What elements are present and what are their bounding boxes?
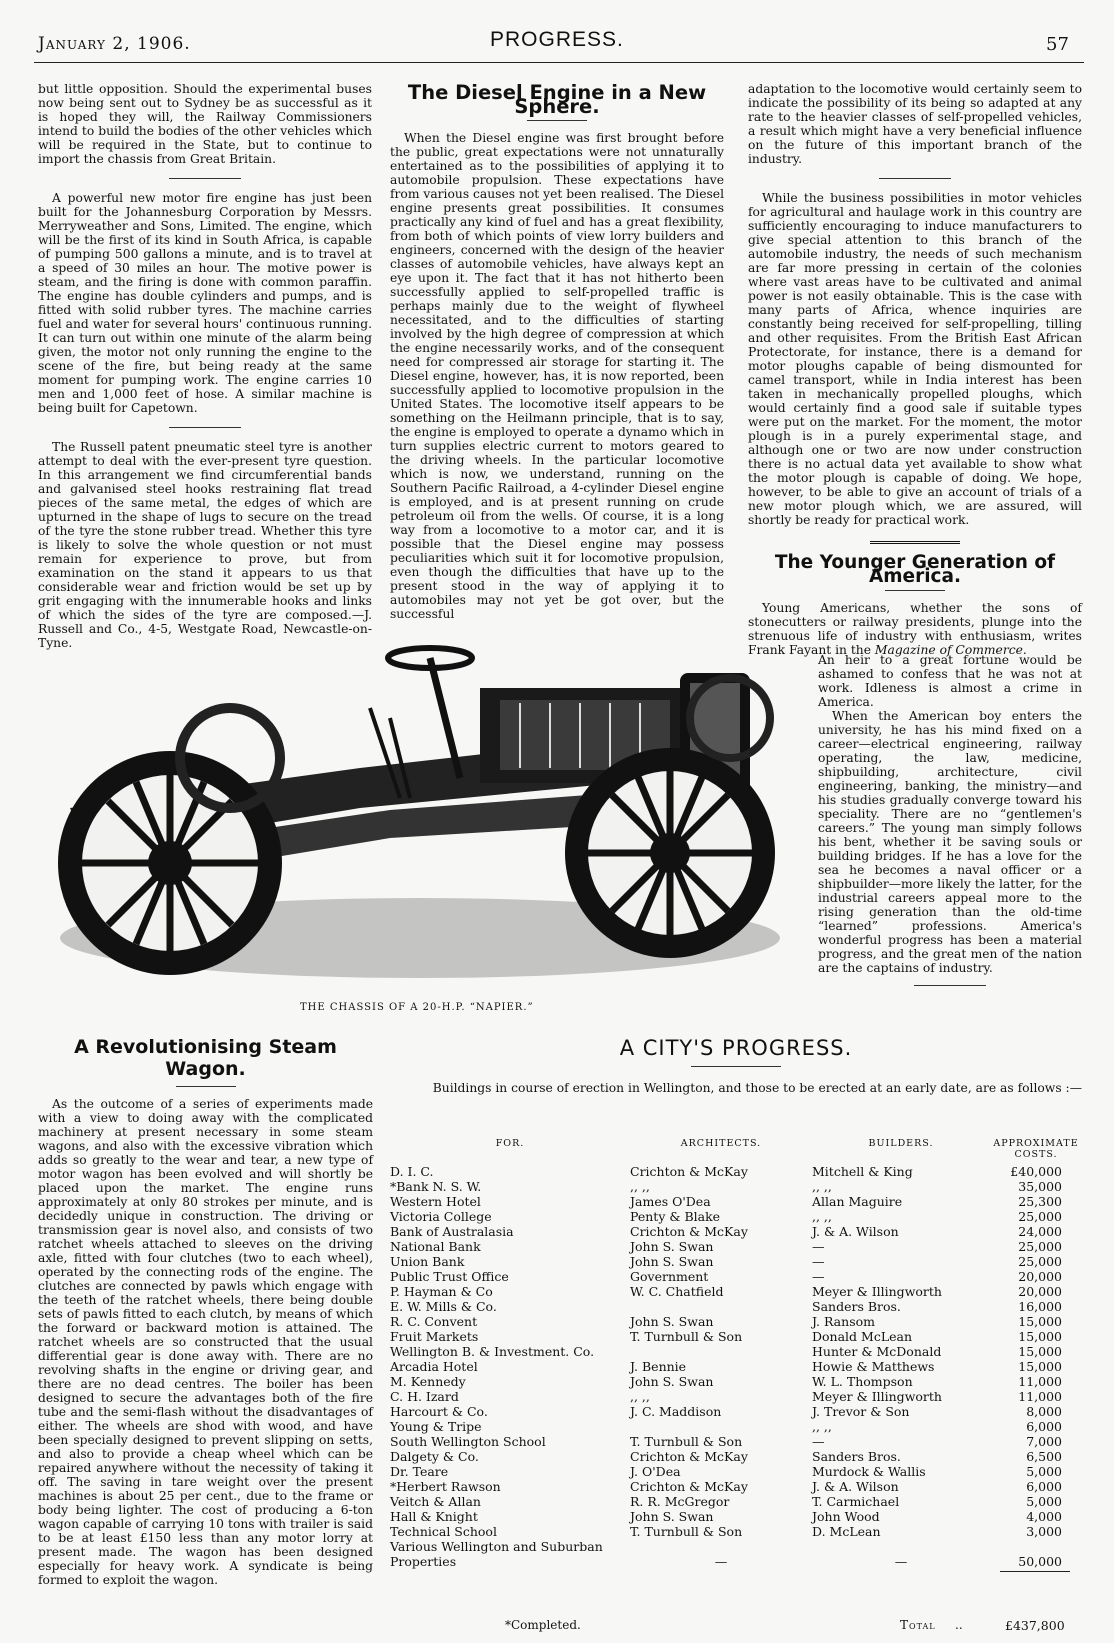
cell-arch: ,, ,, (630, 1389, 650, 1404)
cell-for: P. Hayman & Co (390, 1284, 493, 1299)
header-architects: ARCHITECTS. (680, 1138, 762, 1149)
table-row (390, 1389, 1082, 1404)
cell-arch: John S. Swan (630, 1239, 714, 1254)
page-number: 57 (1046, 34, 1069, 55)
cell-arch (630, 1419, 812, 1434)
cell-for: M. Kennedy (390, 1374, 466, 1389)
column-1 (38, 82, 372, 650)
table-row (390, 1254, 1082, 1269)
cell-cost: 15,000 (1018, 1344, 1062, 1359)
table-row-various (390, 1539, 1082, 1569)
cell-for: E. W. Mills & Co. (390, 1299, 497, 1314)
cell-arch (630, 1299, 812, 1314)
table-row (390, 1269, 1082, 1284)
cell-build: Hunter & McDonald (812, 1344, 942, 1359)
cell-cost: 6,000 (1026, 1479, 1062, 1494)
cell-arch: J. O'Dea (630, 1464, 681, 1479)
col3-paragraph-2: While the business possibilities in motor vehicles for agricultural and haulage work in this country are sufficiently encouraging to induce manufacturers to give special attention to this branch of the automobile industry, the needs of such mechanism are far more pressing in certain of the colonies where vast areas have to be cultivated and animal power is not easily obtainable. This is the case with many parts of Africa, whence inquiries are constantly being received for self-propelling, tilling and other requisites. From the British East African Protectorate, for instance, there is a demand for motor ploughs capable of being dismounted for camel transport, while in India interest has been taken in mechanically propelled ploughs, which would certainly find a good sale if suitable types were put on the market. For the moment, the motor plough is in a purely experimental stage, and although one or two are now under construction there is no actual data yet available to show what the motor plough is capable of doing. We hope, however, to be able to give an account of trials of a new motor plough which, we are assured, will shortly be ready for practical work. (748, 191, 1082, 527)
cell-build: J. & A. Wilson (812, 1224, 899, 1239)
cell-cost: 7,000 (1026, 1434, 1062, 1449)
cell-build: Donald McLean (812, 1329, 913, 1344)
cell-for: *Herbert Rawson (390, 1479, 501, 1494)
cell-build: — (894, 1554, 908, 1569)
cell-cost: 35,000 (1018, 1179, 1062, 1194)
header-builders: BUILDERS. (868, 1138, 934, 1149)
total-label: Total (900, 1618, 936, 1632)
city-intro: Buildings in course of erection in Wellington, and those to be erected at an early date, are as follows :— (432, 1081, 1082, 1095)
cell-build: J. Trevor & Son (812, 1404, 910, 1419)
buildings-table-wrap (390, 1138, 1082, 1572)
cell-for: Arcadia Hotel (390, 1359, 478, 1374)
table-row (390, 1479, 1082, 1494)
cell-arch: Government (630, 1269, 709, 1284)
title-rule (527, 120, 587, 121)
cell-build: — (812, 1239, 825, 1254)
table-body (390, 1164, 1082, 1539)
column-2 (390, 81, 725, 621)
cell-arch: Penty & Blake (630, 1209, 721, 1224)
cell-build: Murdock & Wallis (812, 1464, 926, 1479)
total-rule (1000, 1571, 1070, 1572)
issue-date: January 2, 1906. (38, 34, 191, 54)
title-rule (691, 1066, 781, 1067)
table-row (390, 1524, 1082, 1539)
table-row (390, 1464, 1082, 1479)
table-row (390, 1494, 1082, 1509)
cell-for: Hall & Knight (390, 1509, 478, 1524)
col3-p3-start: Young Americans, whether the sons of stonecutters or railway presidents, plunge into the strenuous life of industry with enthusiasm, writes Frank Fayant in the (748, 601, 1082, 657)
cell-cost: 20,000 (1018, 1269, 1062, 1284)
cell-arch: W. C. Chatfield (630, 1284, 724, 1299)
cell-build: Meyer & Illingworth (812, 1284, 942, 1299)
cell-for: Dr. Teare (390, 1464, 449, 1479)
chassis-illustration-svg (30, 638, 815, 1000)
cell-arch: T. Turnbull & Son (630, 1434, 743, 1449)
cell-cost: 11,000 (1018, 1374, 1062, 1389)
cell-cost: 3,000 (1026, 1524, 1062, 1539)
cell-cost: 50,000 (1018, 1554, 1062, 1569)
city-progress-title: A CITY'S PROGRESS. (619, 1036, 853, 1060)
cell-cost: 16,000 (1018, 1299, 1062, 1314)
table-row (390, 1449, 1082, 1464)
steam-wagon-title: A Revolutionising Steam Wagon. (74, 1036, 337, 1080)
cell-for: R. C. Convent (390, 1314, 478, 1329)
cell-cost: 15,000 (1018, 1359, 1062, 1374)
cell-cost: 11,000 (1018, 1389, 1062, 1404)
cell-arch: R. R. McGregor (630, 1494, 730, 1509)
col1-paragraph-1: but little opposition. Should the experimental buses now being sent out to Sydney be as successful as it is hoped they will, the Railway Commissioners intend to build the bodies of the other vehicles which will be required in the State, but to continue to import the chassis from Great Britain. (38, 82, 372, 166)
title-rule (176, 1086, 236, 1087)
city-progress-section (390, 1036, 1082, 1095)
cell-arch: ,, ,, (630, 1179, 650, 1194)
cell-for: Victoria College (390, 1209, 492, 1224)
table-row (390, 1284, 1082, 1299)
cell-cost: 6,000 (1026, 1419, 1062, 1434)
cell-cost: 15,000 (1018, 1329, 1062, 1344)
cell-build: — (812, 1254, 825, 1269)
cell-build: Sanders Bros. (812, 1299, 901, 1314)
steam-wagon-paragraph: As the outcome of a series of experiments made with a view to doing away with the complicated machinery at present necessary in some steam wagons, and also with the excessive vibration which adds so greatly to the wear and tear, a new type of motor wagon has been evolved and will shortly be placed upon the market. The engine runs approximately at only 80 strokes per minute, and is decidedly unique in construction. The driving or transmission gear is novel also, and consists of two ratchet wheels attached to sleeves on the driving axle, fitted with four clutches (two to each wheel), operated by the connecting rods of the engine. The clutches are connected by pawls which engage with the teeth of the ratchet wheels, there being double sets of pawls fitted to each clutch, by means of which the forward or backward motion is attained. The ratchet wheels are so constructed that the usual differential gear is done away with. There are no revolving shafts in the engine or driving gear, and there are no dead centres. The boiler has been designed to secure the advantages both of the fire tube and the semi-flash without the disadvantages of either. The wheels are shod with wood, and have been specially designed to prevent slipping on setts, and also to provide a cheap wheel which can be repaired anywhere without the necessity of taking it off. The saving in tare weight over the present machines is about 25 per cent., due to the frame or body being lighter. The cost of producing a 6-ton wagon capable of carrying 10 tons with trailer is said to be at least £150 less than any motor lorry at present made. The wagon has been designed especially for heavy work. A syndicate is being formed to exploit the wagon. (38, 1097, 373, 1587)
cell-cost: £40,000 (1010, 1164, 1062, 1179)
front-wheel (565, 748, 775, 958)
cell-build: — (812, 1269, 825, 1284)
col3-paragraph-4: When the American boy enters the university, he has his mind fixed on a career—electrical engineering, railway operating, the law, medicine, shipbuilding, architecture, civil engineering, banking, the ministry—and his studies gradually converge toward his speciality. There are no “gentlemen's careers.” The young man simply follows his bent, whether it be saving souls or building bridges. If he has a love for the sea he becomes a naval officer or a shipbuilder—more likely the latter, for the industrial careers appeal more to the rising generation than the old-time “learned” professions. America's wonderful progress has been a material progress, and the great men of the nation are the captains of industry. (818, 709, 1082, 975)
cell-build: John Wood (812, 1509, 880, 1524)
cell-for: Dalgety & Co. (390, 1449, 479, 1464)
column-3-narrow (818, 653, 1082, 998)
table-row (390, 1179, 1082, 1194)
cell-for: Public Trust Office (390, 1269, 509, 1284)
table-row (390, 1509, 1082, 1524)
separator (914, 985, 986, 986)
table-row (390, 1224, 1082, 1239)
cell-cost: 4,000 (1026, 1509, 1062, 1524)
cell-cost: 5,000 (1026, 1494, 1062, 1509)
cell-for-line-2: Properties (390, 1554, 457, 1569)
header-for: FOR. (495, 1138, 525, 1149)
cell-cost: 25,000 (1018, 1254, 1062, 1269)
magazine-name: Magazine of Commerce. (874, 643, 1027, 657)
table-row (390, 1434, 1082, 1449)
cell-build: Meyer & Illingworth (812, 1389, 942, 1404)
title-rule (885, 590, 945, 591)
header-rule (34, 62, 1084, 63)
cell-build: T. Carmichael (812, 1494, 900, 1509)
col1-paragraph-2: A powerful new motor fire engine has just been built for the Johannesburg Corporation by Messrs. Merryweather and Sons, Limited. The engine, which will be the first of its kind in South Africa, is capable of pumping 500 gallons a minute, and is to travel at a speed of 30 miles an hour. The motive power is steam, and the firing is done with common paraffin. The engine has double cylinders and pumps, and is fitted with solid rubber tyres. The machine carries fuel and water for several hours' continuous running. It can turn out within one minute of the alarm being given, the motor not only running the engine to the scene of the fire, but being ready at the same moment for pumping work. The engine carries 10 men and 1,000 feet of hose. A similar machine is being built for Capetown. (38, 191, 372, 415)
table-row (390, 1419, 1082, 1434)
cell-for-line-1: Various Wellington and Suburban (390, 1539, 603, 1554)
cell-cost: 6,500 (1026, 1449, 1062, 1464)
cell-for: Technical School (390, 1524, 497, 1539)
table-row (390, 1299, 1082, 1314)
cell-cost: 24,000 (1018, 1224, 1062, 1239)
total-dots: .. (955, 1618, 963, 1632)
cell-arch: Crichton & McKay (630, 1449, 748, 1464)
cell-for: Young & Tripe (390, 1419, 482, 1434)
cell-for: South Wellington School (390, 1434, 546, 1449)
total-value: £437,800 (1005, 1618, 1065, 1633)
cell-build: ,, ,, (812, 1419, 832, 1434)
cell-build: J. & A. Wilson (812, 1479, 899, 1494)
col1-paragraph-3: The Russell patent pneumatic steel tyre is another attempt to deal with the ever-present tyre question. In this arrangement we find circumferential bands and galvanised steel hooks restraining flat tread pieces of the same metal, the edges of which are upturned in the shape of lugs to secure on the tread of the tyre the stone rubber tread. Whether this tyre is likely to solve the whole question or not must remain for experience to prove, but from examination on the stand it appears to us that considerable wear and friction would be set up by grit engaging with the innumerable hooks and links of which the sides of the tyre are composed.—J. Russell and Co., 4-5, Westgate Road, Newcastle-on-Tyne. (38, 440, 372, 650)
cell-build: J. Ransom (812, 1314, 875, 1329)
table-row (390, 1329, 1082, 1344)
cell-arch: T. Turnbull & Son (630, 1329, 743, 1344)
cell-cost: 25,300 (1018, 1194, 1062, 1209)
steam-wagon-article (38, 1036, 373, 1587)
cell-cost: 25,000 (1018, 1209, 1062, 1224)
section-rule (870, 541, 960, 544)
cell-arch: John S. Swan (630, 1314, 714, 1329)
cell-cost: 8,000 (1026, 1404, 1062, 1419)
col3-paragraph-1: adaptation to the locomotive would certainly seem to indicate the possibility of its being so adapted at any rate to the heavier classes of self-propelled vehicles, a result which might have a very beneficial influence on the future of this important branch of the industry. (748, 82, 1082, 166)
cell-for: Western Hotel (390, 1194, 481, 1209)
cell-arch: — (714, 1554, 728, 1569)
cell-arch: J. C. Maddison (630, 1404, 722, 1419)
cell-arch: James O'Dea (630, 1194, 711, 1209)
cell-build: Allan Maguire (812, 1194, 903, 1209)
table-row (390, 1344, 1082, 1359)
table-row (390, 1164, 1082, 1179)
cell-for: Bank of Australasia (390, 1224, 514, 1239)
header-costs (990, 1138, 1082, 1164)
diesel-title: The Diesel Engine in a New Sphere. (407, 81, 707, 118)
table-row (390, 1209, 1082, 1224)
cell-arch: John S. Swan (630, 1509, 714, 1524)
cell-arch: Crichton & McKay (630, 1164, 748, 1179)
cell-for: Union Bank (390, 1254, 465, 1269)
cell-build: D. McLean (812, 1524, 881, 1539)
cell-for: Wellington B. & Investment. Co. (390, 1344, 595, 1359)
buildings-table (390, 1138, 1082, 1569)
table-row (390, 1314, 1082, 1329)
cell-for: Harcourt & Co. (390, 1404, 488, 1419)
masthead: PROGRESS. (490, 28, 624, 51)
table-row (390, 1404, 1082, 1419)
separator (169, 427, 241, 428)
rear-wheel (58, 751, 282, 975)
cell-for: Fruit Markets (390, 1329, 479, 1344)
cell-cost: 15,000 (1018, 1314, 1062, 1329)
cell-for: D. I. C. (390, 1164, 434, 1179)
chassis-illustration (30, 638, 815, 1000)
cell-arch: John S. Swan (630, 1374, 714, 1389)
cell-arch (630, 1344, 812, 1359)
separator (169, 178, 241, 179)
cell-cost: 20,000 (1018, 1284, 1062, 1299)
cell-arch: J. Bennie (630, 1359, 687, 1374)
cell-build: Mitchell & King (812, 1164, 913, 1179)
table-row (390, 1359, 1082, 1374)
cell-for (390, 1539, 630, 1569)
header-cost-line-2: COSTS. (1014, 1149, 1058, 1160)
cell-for: C. H. Izard (390, 1389, 459, 1404)
separator (879, 178, 951, 179)
figure-caption: THE CHASSIS OF A 20-H.P. “NAPIER.” (300, 1002, 534, 1013)
cell-for: Veitch & Allan (390, 1494, 481, 1509)
completed-note: *Completed. (505, 1618, 581, 1632)
cell-build: ,, ,, (812, 1209, 832, 1224)
cell-arch: T. Turnbull & Son (630, 1524, 743, 1539)
col2-paragraph-1: When the Diesel engine was first brought before the public, great expectations were not unnaturally entertained as to the possibilities of applying it to automobile propulsion. These expectations have from various causes not yet been realised. The Diesel engine presents great possibilities. It consumes practically any kind of fuel and has a great flexibility, from both of which points of view lorry builders and engineers, concerned with the design of the heavier classes of automobile vehicles, have always kept an eye upon it. The fact that it has not hitherto been successfully applied to self-propelled traffic is perhaps mainly due to the weight of flywheel necessitated, and to the difficulties of starting involved by the high degree of compression at which the engine necessarily works, and of the consequent need for compressed air storage for starting it. The Diesel engine, however, has, it is now reported, been successfully applied to locomotive propulsion in the United States. The locomotive itself appears to be something on the Heilmann principle, that is to say, the engine is employed to operate a dynamo which in turn supplies electric current to motors geared to the driving wheels. In the particular locomotive which is now, we understand, running on the Southern Pacific Railroad, a 4-cylinder Diesel engine is employed, and is at present running on crude petroleum oil from the wells. Of course, it is a long way from a locomotive to a motor car, and it is possible that the Diesel engine may possess peculiarities which suit it for locomotive propulsion, even though the difficulties that have up to the present stood in the way of applying it to automobiles may not yet be got over, but the successful (390, 131, 725, 621)
cell-build: Sanders Bros. (812, 1449, 901, 1464)
col3-paragraph-3b: An heir to a great fortune would be ashamed to confess that he was not at work. Idleness is almost a crime in America. (818, 653, 1082, 709)
cell-arch: Crichton & McKay (630, 1224, 748, 1239)
cell-build: ,, ,, (812, 1179, 832, 1194)
cell-cost: 5,000 (1026, 1464, 1062, 1479)
cell-build: W. L. Thompson (812, 1374, 913, 1389)
cell-build: Howie & Matthews (812, 1359, 935, 1374)
younger-generation-title: The Younger Generation of America. (774, 552, 1056, 587)
cell-arch: Crichton & McKay (630, 1479, 748, 1494)
cell-build: — (812, 1434, 825, 1449)
cell-for: National Bank (390, 1239, 481, 1254)
cell-cost: 25,000 (1018, 1239, 1062, 1254)
table-row (390, 1374, 1082, 1389)
table-row (390, 1239, 1082, 1254)
cell-for: *Bank N. S. W. (390, 1179, 482, 1194)
cell-arch: John S. Swan (630, 1254, 714, 1269)
column-3 (748, 82, 1082, 657)
header-cost-line-1: APPROXIMATE (993, 1138, 1079, 1149)
table-row (390, 1194, 1082, 1209)
